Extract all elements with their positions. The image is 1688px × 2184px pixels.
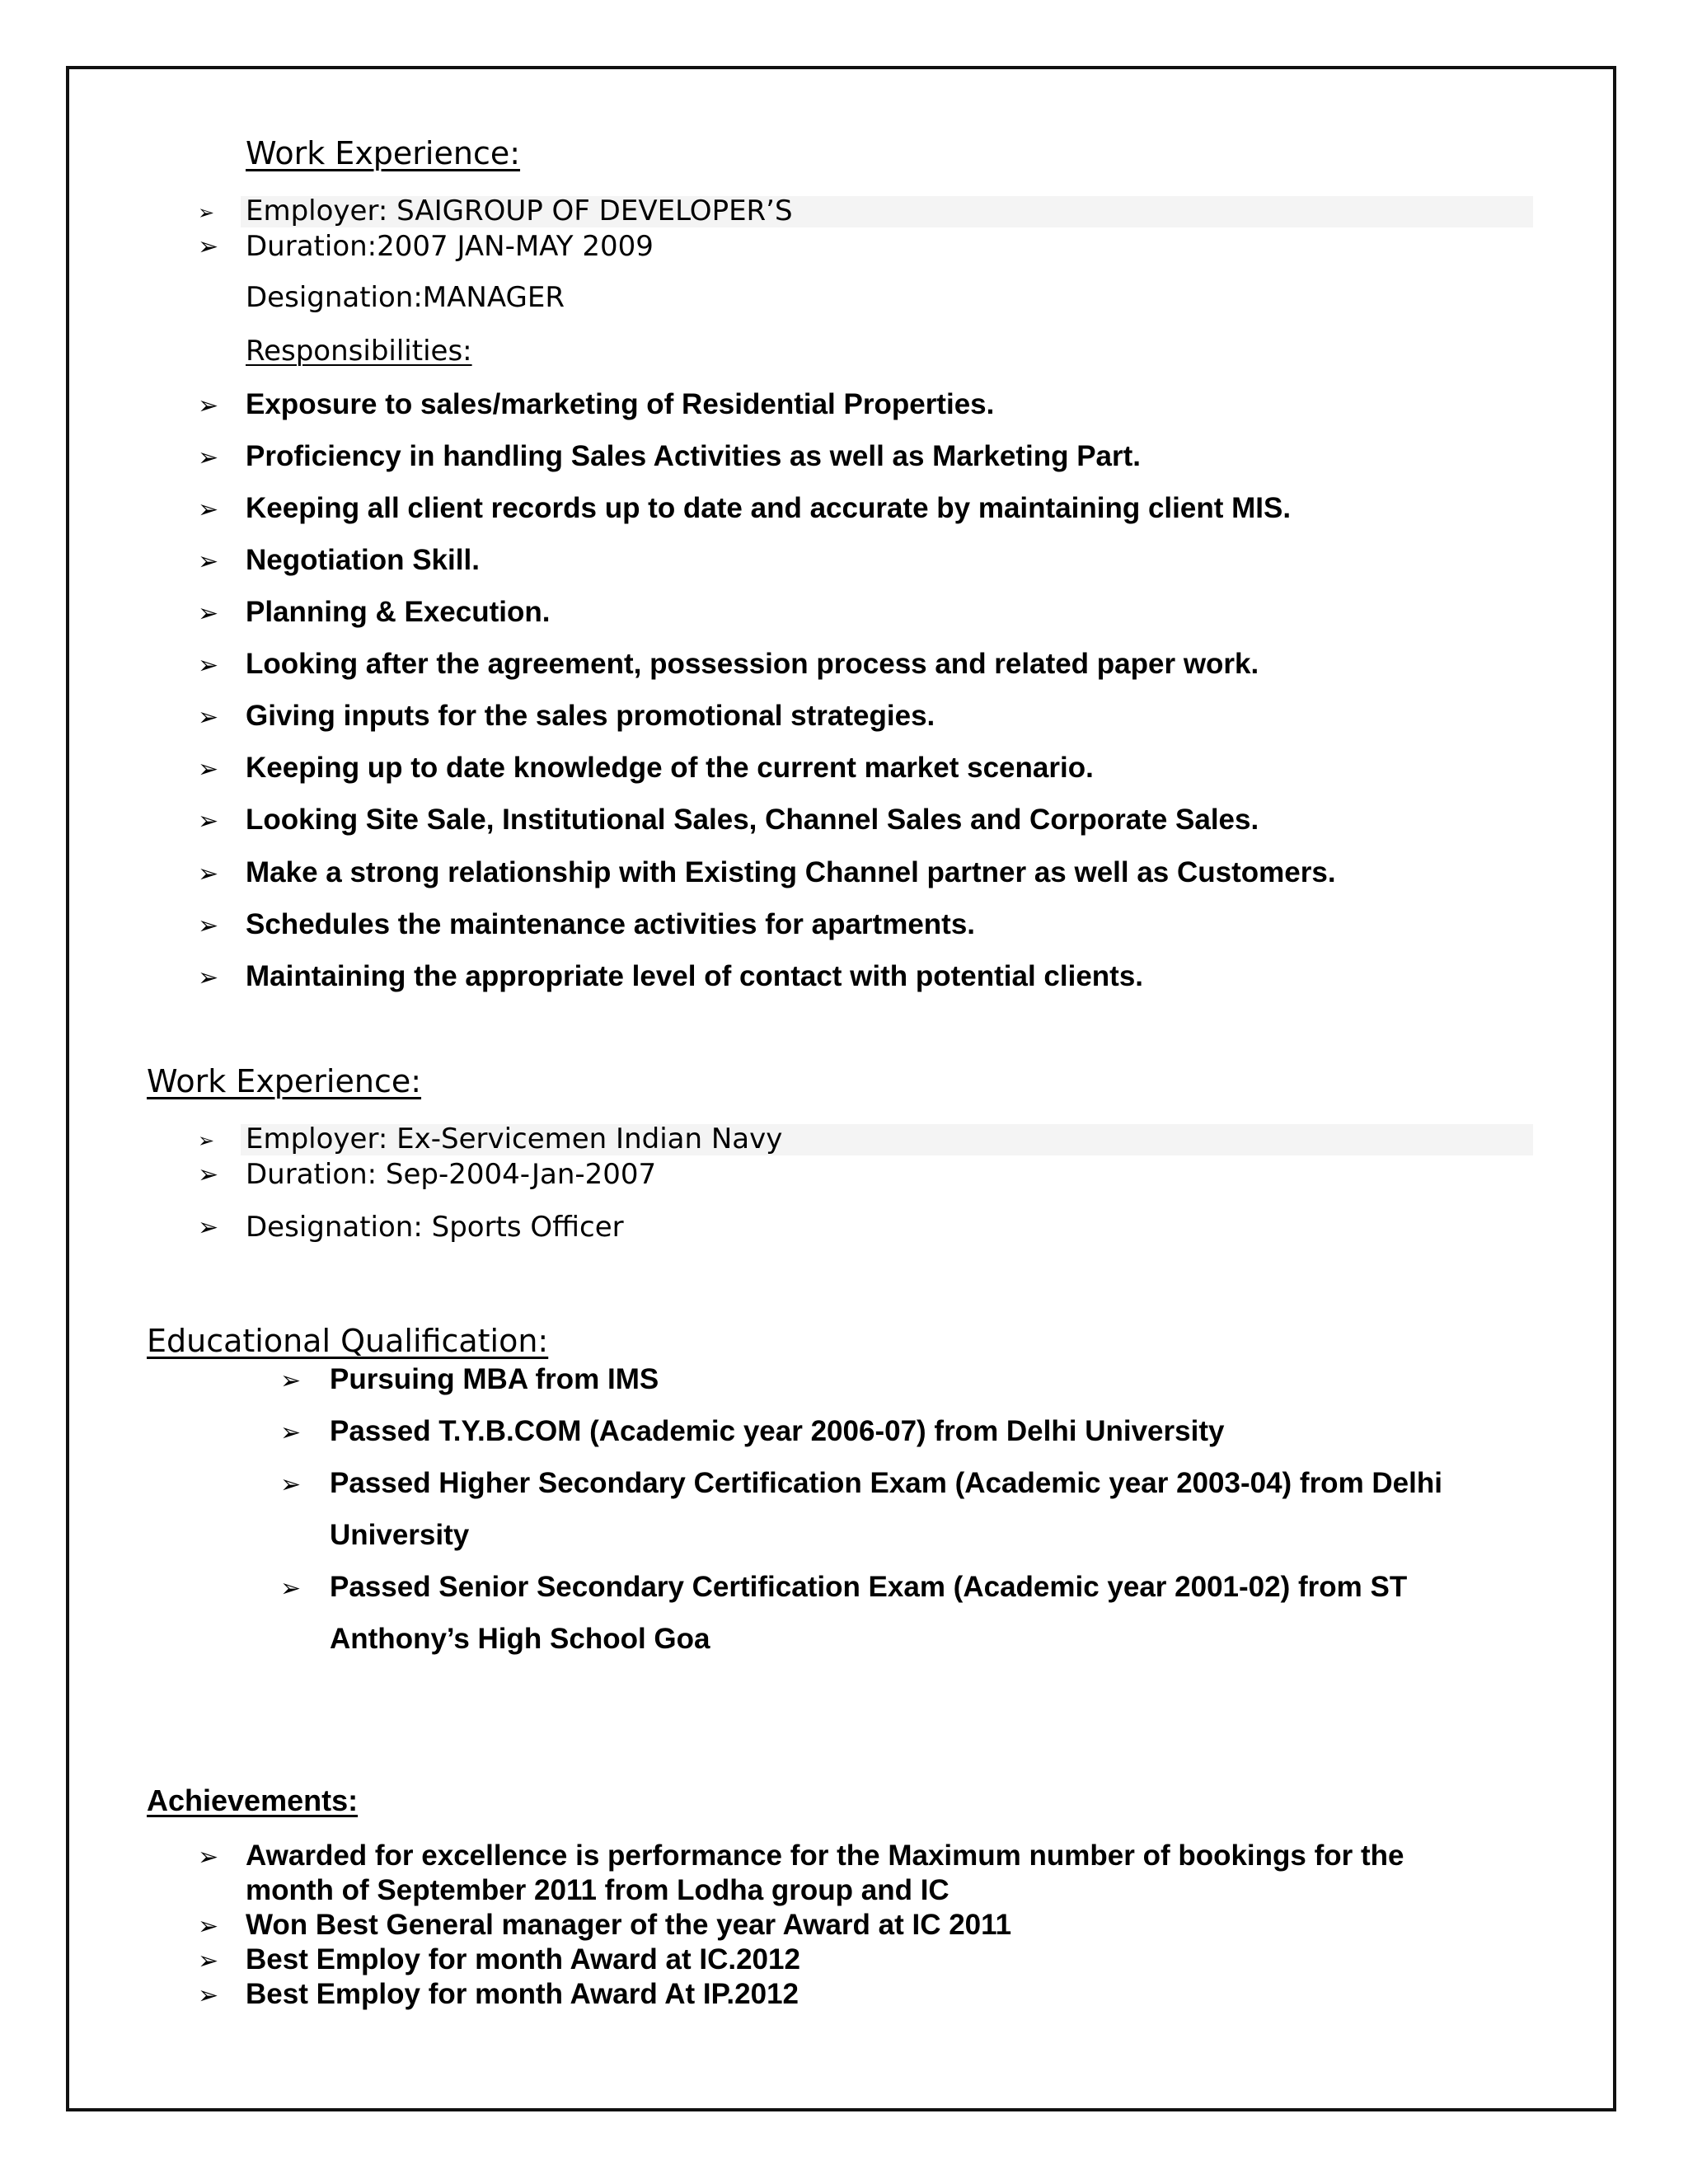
list-item: Won Best General manager of the year Award at IC 2011	[246, 1909, 1012, 1941]
employer-line: Employer: SAIGROUP OF DEVELOPER’S	[246, 194, 793, 227]
bullet-icon: ➢	[198, 391, 219, 420]
list-item: Keeping up to date knowledge of the current market scenario.	[246, 752, 1094, 784]
bullet-icon: ➢	[198, 443, 219, 472]
list-item: Best Employ for month Award at IC.2012	[246, 1943, 800, 1975]
list-item: Make a strong relationship with Existing Channel partner as well as Customers.	[246, 856, 1336, 888]
bullet-icon: ➢	[198, 1160, 219, 1189]
bullet-icon: ➢	[198, 807, 219, 836]
bullet-icon: ➢	[198, 651, 219, 680]
bullet-icon: ➢	[198, 232, 219, 261]
list-item: Passed Higher Secondary Certification Exam (Academic year 2003-04) from Delhi	[330, 1467, 1442, 1499]
bullet-icon: ➢	[198, 1947, 219, 1975]
list-item: Giving inputs for the sales promotional strategies.	[246, 700, 935, 732]
list-item: Keeping all client records up to date and accurate by maintaining client MIS.	[246, 492, 1292, 524]
bullet-icon: ➢	[198, 1129, 215, 1152]
bullet-icon: ➢	[198, 547, 219, 576]
bullet-icon: ➢	[198, 963, 219, 992]
achievements-heading: Achievements:	[147, 1783, 359, 1817]
list-item-continuation: University	[330, 1519, 470, 1551]
bullet-icon: ➢	[198, 599, 219, 628]
bullet-icon: ➢	[198, 1843, 219, 1872]
bullet-icon: ➢	[198, 1213, 219, 1242]
bullet-icon: ➢	[198, 1912, 219, 1941]
list-item: Best Employ for month Award At IP.2012	[246, 1978, 799, 2010]
list-item: Passed Senior Secondary Certification Exam (Academic year 2001-02) from ST	[330, 1571, 1408, 1603]
bullet-icon: ➢	[198, 495, 219, 524]
work-experience-heading-2: Work Experience:	[147, 1063, 422, 1099]
list-item: Awarded for excellence is performance for the Maximum number of bookings for the	[246, 1840, 1404, 1872]
list-item: Planning & Execution.	[246, 596, 551, 628]
bullet-icon: ➢	[198, 912, 219, 940]
bullet-icon: ➢	[280, 1366, 302, 1395]
bullet-icon: ➢	[198, 201, 215, 224]
bullet-icon: ➢	[280, 1470, 302, 1499]
list-item: Exposure to sales/marketing of Residential Properties.	[246, 388, 995, 420]
list-item: Schedules the maintenance activities for apartments.	[246, 908, 976, 940]
list-item: Pursuing MBA from IMS	[330, 1363, 659, 1395]
bullet-icon: ➢	[198, 703, 219, 732]
work-experience-heading: Work Experience:	[246, 135, 521, 171]
list-item: Maintaining the appropriate level of contact with potential clients.	[246, 960, 1144, 992]
list-item-continuation: month of September 2011 from Lodha group and IC	[246, 1874, 950, 1906]
duration-line: Duration:2007 JAN-MAY 2009	[246, 230, 654, 263]
list-item: Proficiency in handling Sales Activities as well as Marketing Part.	[246, 440, 1142, 472]
bullet-icon: ➢	[198, 860, 219, 888]
designation-line: Designation:MANAGER	[246, 281, 565, 314]
list-item: Looking after the agreement, possession process and related paper work.	[246, 648, 1259, 680]
employer-line: Employer: Ex-Servicemen Indian Navy	[246, 1122, 783, 1155]
designation-line: Designation: Sports Officer	[246, 1211, 624, 1244]
list-item: Negotiation Skill.	[246, 544, 480, 576]
bullet-icon: ➢	[280, 1574, 302, 1603]
list-item-continuation: Anthony’s High School Goa	[330, 1623, 710, 1655]
bullet-icon: ➢	[198, 755, 219, 784]
bullet-icon: ➢	[280, 1418, 302, 1447]
list-item: Looking Site Sale, Institutional Sales, Channel Sales and Corporate Sales.	[246, 804, 1259, 836]
responsibilities-heading: Responsibilities:	[246, 335, 472, 368]
list-item: Passed T.Y.B.COM (Academic year 2006-07) from Delhi University	[330, 1415, 1225, 1447]
duration-line: Duration: Sep-2004-Jan-2007	[246, 1158, 657, 1191]
bullet-icon: ➢	[198, 1981, 219, 2010]
education-heading: Educational Qualification:	[147, 1323, 549, 1359]
